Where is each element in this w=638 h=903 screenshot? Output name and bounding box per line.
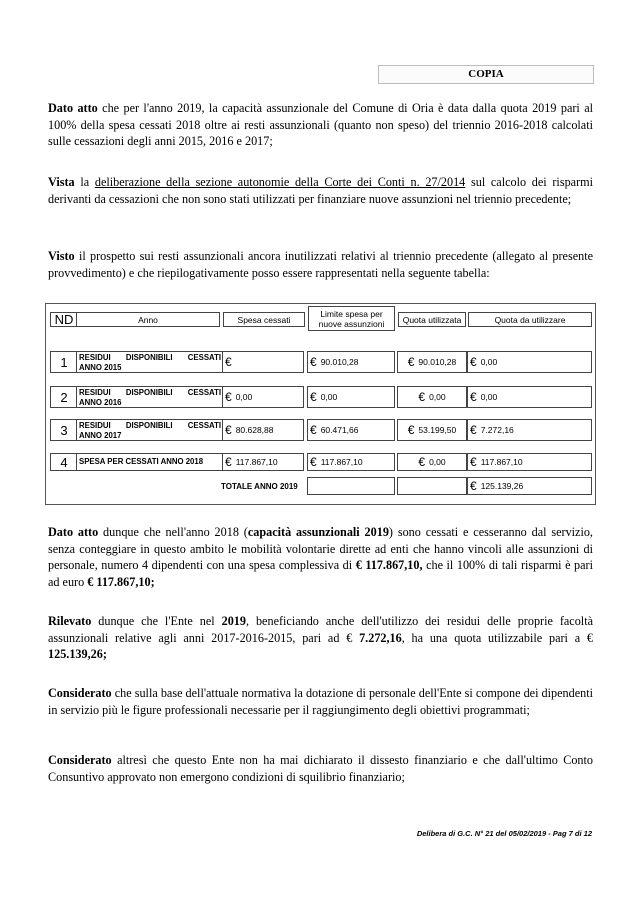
- header-nd: ND: [50, 312, 78, 327]
- paragraph-lead: Considerato: [48, 753, 112, 767]
- header-spesa: Spesa cessati: [223, 312, 305, 327]
- cell-limite: [307, 419, 395, 441]
- euro-sign: €: [407, 355, 415, 369]
- row-label: [76, 419, 224, 441]
- cell-value: 0,00: [480, 392, 498, 402]
- row-label-word: RESIDUI: [79, 421, 111, 430]
- cell-spesa: [222, 386, 304, 408]
- paragraph-bold: 7.272,16: [359, 630, 402, 645]
- header-utilizzata: Quota utilizzata: [398, 312, 466, 327]
- paragraph-text: la: [74, 175, 95, 189]
- cell-utilizzata: [397, 386, 467, 408]
- cell-utilizzata: [397, 453, 467, 471]
- paragraph-lead: Considerato: [48, 686, 112, 700]
- cell-da-utilizzare: [467, 386, 592, 408]
- row-label: [76, 386, 224, 408]
- cell-limite: [307, 351, 395, 373]
- row-label-word: CESSATI: [187, 353, 221, 362]
- cell-spesa: [222, 453, 304, 471]
- header-anno: Anno: [76, 312, 220, 327]
- cell-da-utilizzare: [467, 419, 592, 441]
- row-label-year: ANNO 2016: [79, 398, 122, 407]
- euro-sign: €: [225, 455, 232, 469]
- euro-sign: €: [225, 355, 232, 369]
- paragraph-lead: Visto: [48, 249, 75, 263]
- row-nd: 1: [50, 351, 78, 373]
- cell-utilizzata: [397, 351, 467, 373]
- euro-sign: €: [310, 355, 317, 369]
- row-label-word: RESIDUI: [79, 353, 111, 362]
- cell-da-utilizzare: [467, 453, 592, 471]
- cell-value: 0,00: [480, 357, 498, 367]
- paragraph-bold: capacità assunzionali 2019: [247, 525, 389, 539]
- cell-value: 90.010,28: [418, 357, 457, 367]
- row-label: SPESA PER CESSATI ANNO 2018: [76, 453, 224, 471]
- paragraph-visto: [48, 248, 593, 281]
- euro-sign: €: [470, 455, 477, 469]
- cell-limite: [307, 386, 395, 408]
- total-empty-cell: [397, 477, 467, 495]
- copy-stamp: COPIA: [378, 65, 594, 84]
- cell-value: 7.272,16: [480, 425, 514, 435]
- cell-spesa: [222, 351, 304, 373]
- cell-spesa: [222, 419, 304, 441]
- cell-value: 80.628,88: [235, 425, 274, 435]
- paragraph-text: il prospetto sui resti assunzionali ancora inutilizzati relativi al triennio precedente (allegato al presente provvedimento) e che riepilogativamente posso essere rappresentati nella seguente tabella:: [48, 249, 593, 280]
- total-empty-cell: [307, 477, 395, 495]
- header-da-utilizzare: Quota da utilizzare: [468, 312, 592, 327]
- paragraph-text: ) sono cessati e cesseranno dal servizio, senza conteggiare in questo ambito le mobilità volontarie dirette ad enti che hanno vincoli alle assunzioni di personale, numero 4 dipendenti con una spesa complessiva di: [48, 525, 593, 573]
- cell-value: 117.867,10: [235, 457, 278, 467]
- row-label-word: RESIDUI: [79, 388, 111, 397]
- cell-value: 90.010,28: [320, 357, 359, 367]
- euro-sign: €: [310, 455, 317, 469]
- euro-sign: €: [225, 423, 232, 437]
- total-label: TOTALE ANNO 2019: [221, 482, 298, 491]
- cell-value: 0,00: [429, 457, 446, 467]
- euro-sign: €: [418, 455, 426, 469]
- euro-sign: €: [225, 390, 232, 404]
- paragraph-text: dunque che nell'anno 2018 (: [98, 525, 248, 539]
- row-label: [76, 351, 224, 373]
- row-label-year: ANNO 2017: [79, 431, 122, 440]
- cell-value: 117.867,10: [320, 457, 363, 467]
- paragraph-text: , ha una quota utilizzabile pari a €: [401, 630, 593, 645]
- paragraph-bold: € 117.867,10,: [355, 558, 423, 573]
- deliberation-reference: deliberazione della sezione autonomie della Corte dei Conti n. 27/2014: [94, 175, 466, 189]
- cell-value: 117.867,10: [480, 457, 523, 467]
- paragraph-lead: Rilevato: [48, 614, 92, 628]
- row-label-word: CESSATI: [187, 421, 221, 430]
- row-nd: 4: [50, 453, 78, 471]
- paragraph-bold: 2019: [221, 614, 246, 628]
- euro-sign: €: [470, 479, 477, 493]
- row-label-word: DISPONIBILI: [125, 388, 173, 397]
- page-footer: Delibera di G.C. N° 21 del 05/02/2019 - Pag 7 di 12: [416, 829, 592, 838]
- euro-sign: €: [470, 423, 477, 437]
- paragraph-bold: 125.139,26;: [48, 647, 107, 662]
- euro-sign: €: [407, 423, 415, 437]
- cell-value: 53.199,50: [418, 425, 457, 435]
- paragraph-bold: € 117.867,10;: [87, 574, 155, 589]
- cell-value: 0,00: [320, 392, 338, 402]
- paragraph-considerato-1: [48, 685, 593, 718]
- paragraph-rilevato: [48, 613, 593, 663]
- paragraph-lead: Vista: [48, 175, 75, 189]
- paragraph-text: che il 100% di tali risparmi è pari ad euro: [48, 558, 593, 589]
- row-nd: 3: [50, 419, 78, 441]
- hiring-capacity-table: [45, 303, 596, 505]
- euro-sign: €: [470, 390, 477, 404]
- paragraph-text: , beneficiando anche dell'utilizzo dei residui delle proprie facoltà assunzionali relative agli anni 2017-2016-2015, pari ad €: [48, 614, 593, 645]
- row-label-word: DISPONIBILI: [125, 353, 173, 362]
- paragraph-dato-atto-2: [48, 524, 593, 590]
- cell-value: 0,00: [429, 392, 446, 402]
- row-label-word: DISPONIBILI: [125, 421, 173, 430]
- cell-utilizzata: [397, 419, 467, 441]
- paragraph-text: che per l'anno 2019, la capacità assunzionale del Comune di Oria è data dalla quota 2019 pari al 100% della spesa cessati 2018 oltre ai resti assunzionali (quanto non speso) del triennio 2016-2018 calcolati sulle cessazioni degli anni 2015, 2016 e 2017;: [48, 101, 594, 149]
- paragraph-text: che sulla base dell'attuale normativa la dotazione di personale dell'Ente si compone dei dipendenti in servizio più le figure professionali necessarie per il raggiungimento degli obiettivi programmati;: [48, 686, 593, 717]
- total-value: [467, 477, 592, 495]
- euro-sign: €: [418, 390, 426, 404]
- paragraph-text: altresì che questo Ente non ha mai dichiarato il dissesto finanziario e che dall'ultimo Conto Consuntivo approvato non emergono condizioni di squilibrio finanziario;: [48, 753, 593, 784]
- paragraph-vista: [48, 174, 593, 207]
- cell-limite: [307, 453, 395, 471]
- paragraph-text: sul calcolo dei risparmi derivanti da cessazioni che non sono stati utilizzati per finanziare nuove assunzioni nel triennio precedente;: [48, 175, 593, 206]
- cell-value: 60.471,66: [320, 425, 359, 435]
- cell-value: 125.139,26: [480, 481, 524, 491]
- cell-da-utilizzare: [467, 351, 592, 373]
- euro-sign: €: [310, 390, 317, 404]
- euro-sign: €: [310, 423, 317, 437]
- row-nd: 2: [50, 386, 78, 408]
- paragraph-lead: Dato atto: [48, 101, 98, 115]
- header-limite: Limite spesa per nuove assunzioni: [308, 306, 395, 331]
- paragraph-lead: Dato atto: [48, 525, 99, 539]
- cell-value: 0,00: [235, 392, 253, 402]
- paragraph-dato-atto: [48, 100, 593, 150]
- row-label-year: ANNO 2015: [79, 363, 122, 372]
- row-label-word: CESSATI: [187, 388, 221, 397]
- paragraph-considerato-2: [48, 752, 593, 785]
- paragraph-text: dunque che l'Ente nel: [91, 614, 222, 628]
- euro-sign: €: [470, 355, 477, 369]
